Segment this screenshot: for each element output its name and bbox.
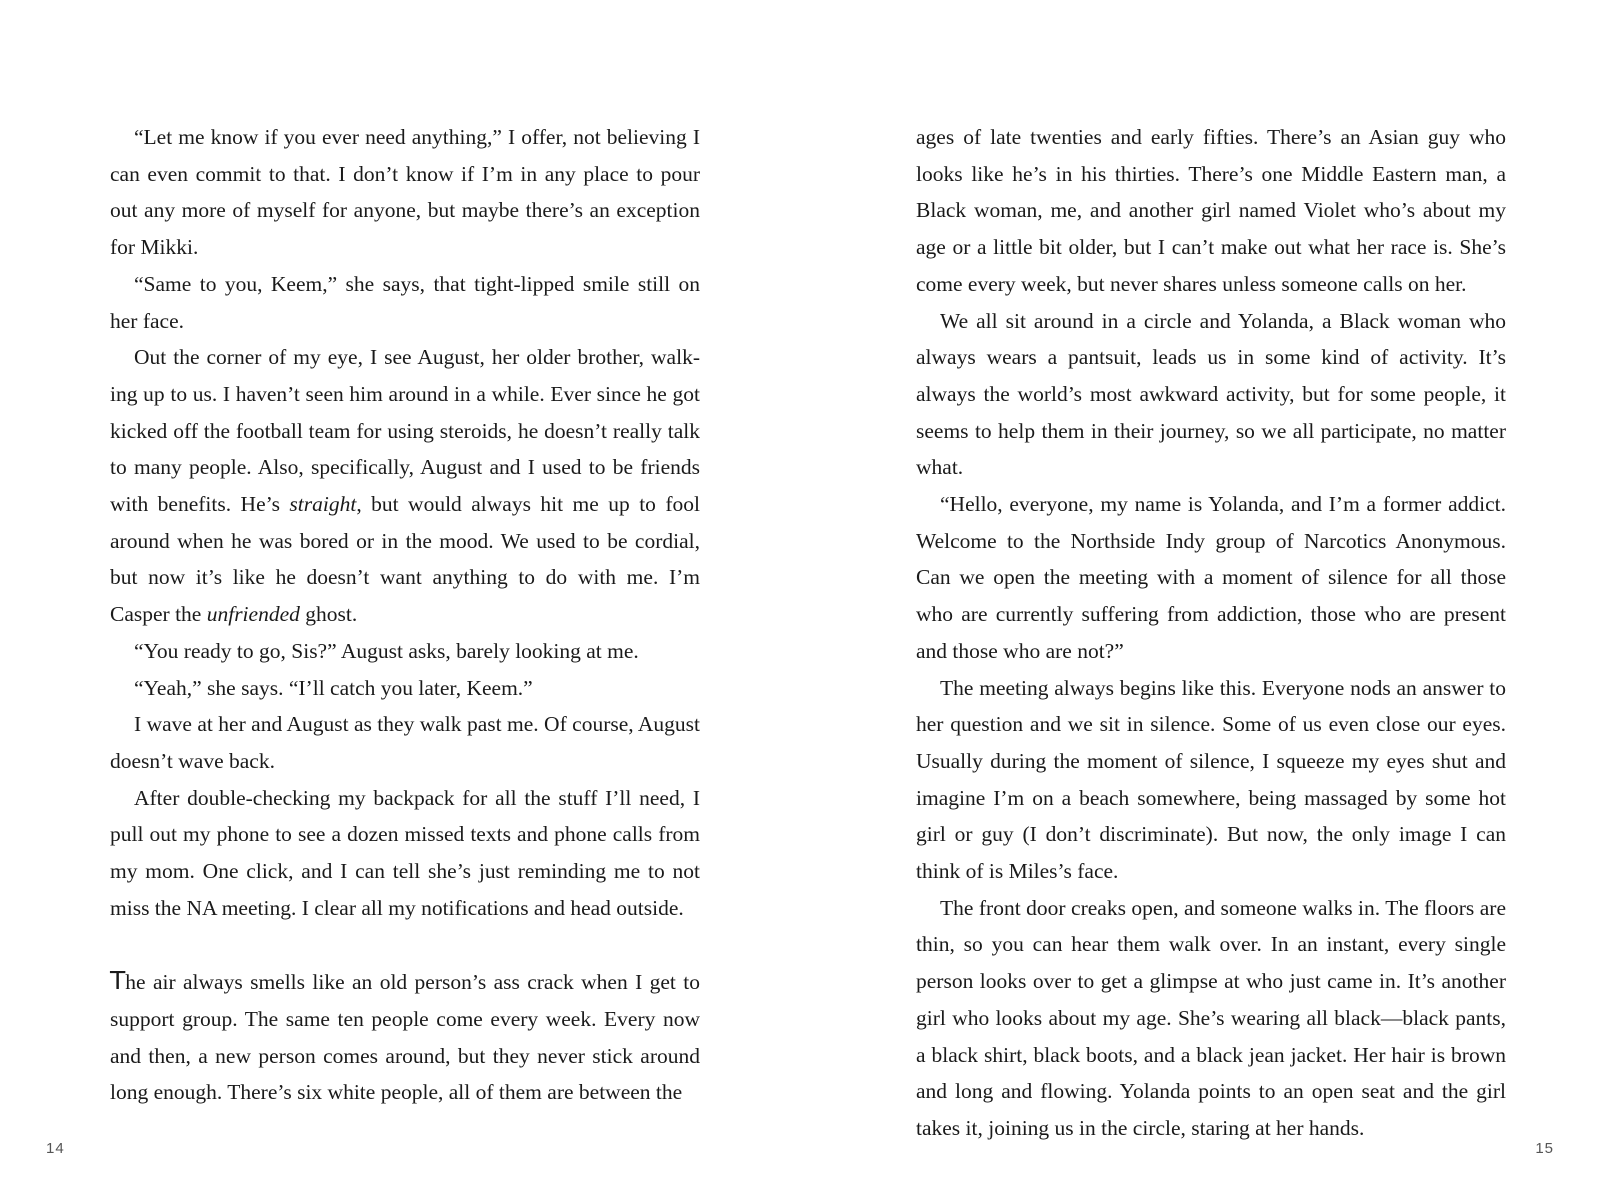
paragraph: “You ready to go, Sis?” August asks, barely looking at me. <box>134 638 639 663</box>
paragraph: “Let me know if you ever need anything,” I offer, not believing I can even commit to that. I don’t know if I’m in any place to pour out any more of myself for anyone, but maybe there’s an exception for Mikki. <box>110 125 700 260</box>
paragraph: After double-checking my backpack for all the stuff I’ll need, I pull out my phone to see a dozen missed texts and phone calls from my mom. One click, and I can tell she’s just reminding me to not miss the NA meeting. I clear all my notifications and head outside. <box>110 785 700 920</box>
paragraph-text: ghost. <box>299 602 358 627</box>
paragraph-text: Out the corner of my eye, I see August, her older brother, walking up to us. I haven’t seen him around in a while. Ever since he got kicked off the football team for using steroids, he doesn’t really talk to many people. Also, specifically, August and I used to be friends with benefits. He’s <box>110 345 700 517</box>
page-number: 15 <box>1535 1140 1554 1157</box>
paragraph: “Hello, everyone, my name is Yolanda, and I’m a former addict. Welcome to the Northside Indy group of Narcotics Anonymous. Can we open the meeting with a moment of silence for all those who are currently suffering from addiction, those who are present and those who are not?” <box>916 492 1506 663</box>
emphasis-text: unfriended <box>206 602 300 627</box>
paragraph: I wave at her and August as they walk past me. Of course, August doesn’t wave back. <box>110 712 700 773</box>
section-initial: T <box>110 966 126 996</box>
paragraph-continued: ages of late twenties and early fifties. There’s an Asian guy who looks like he’s in his thirties. There’s one Middle Eastern man, a Black woman, me, and another girl named Violet who’s about my age or a little bit older, but I can’t make out what her race is. She’s come every week, but never shares unless someone calls on her. <box>916 125 1506 296</box>
paragraph: We all sit around in a circle and Yolanda, a Black woman who always wears a pantsuit, leads us in some kind of activity. It’s always the world’s most awkward activity, but for some people, it seems to help them in their journey, so we all participate, no matter what. <box>916 308 1506 480</box>
paragraph-text: , but would always hit me up to fool around when he was bored or in the mood. We used to be cordial, but now it’s like he doesn’t want anything to do with me. I’m Casper the <box>110 492 700 627</box>
paragraph: “Yeah,” she says. “I’ll catch you later, Keem.” <box>134 675 533 700</box>
left-page-text <box>110 119 700 1111</box>
emphasis-text: straight <box>289 492 357 517</box>
paragraph: The front door creaks open, and someone walks in. The floors are thin, so you can hear them walk over. In an instant, every single person looks over to get a glimpse at who just came in. It’s another girl who looks about my age. She’s wearing all black—black pants, a black shirt, black boots, and a black jean jacket. Her hair is brown and long and flowing. Yolanda points to an open seat and the girl takes it, joining us in the circle, staring at her hands. <box>916 895 1506 1140</box>
page-number: 14 <box>46 1140 65 1157</box>
paragraph-text: he air always smells like an old person’s ass crack when I get to support group. The same ten people come every week. Every now and then, a new person comes around, but they never stick around long enough. There’s six white people, all of them are between the <box>110 970 700 1105</box>
paragraph: The meeting always begins like this. Everyone nods an answer to her question and we sit in silence. Some of us even close our eyes. Usually during the moment of silence, I squeeze my eyes shut and imagine I’m on a beach somewhere, being massaged by some hot girl or guy (I don’t discriminate). But now, the only image I can think of is Miles’s face. <box>916 675 1506 884</box>
right-page-text <box>916 119 1506 1147</box>
section-start-paragraph <box>110 963 700 1111</box>
paragraph <box>110 339 700 633</box>
right-page <box>800 0 1600 1200</box>
paragraph: “Same to you, Keem,” she says, that tight-lipped smile still on her face. <box>110 271 700 333</box>
